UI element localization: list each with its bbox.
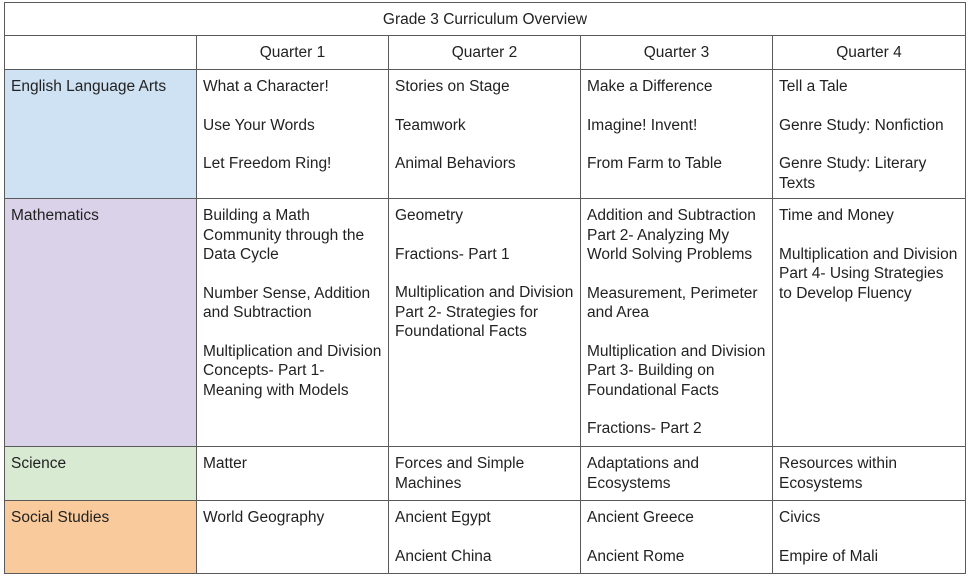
subject-label-social-studies: Social Studies [5,501,197,574]
unit-item: Number Sense, Addition and Subtraction [203,284,371,321]
unit-item: Forces and Simple Machines [395,455,525,492]
unit-item: Ancient Egypt [395,509,491,526]
unit-item: What a Character! [203,78,329,95]
unit-item: Measurement, Perimeter and Area [587,284,758,321]
unit-item: Geometry [395,207,464,224]
social-studies-quarter-3-cell [581,501,773,574]
social-studies-quarter-2-cell [389,501,581,574]
subject-label-science: Science [5,447,197,501]
science-quarter-1-cell [197,447,389,501]
header-quarter-1: Quarter 1 [197,36,389,70]
unit-item: Ancient Rome [587,547,685,565]
math-quarter-3-cell [581,199,773,447]
unit-item: Fractions- Part 2 [587,420,702,437]
unit-item: Teamwork [395,116,466,134]
unit-item: Genre Study: Literary Texts [779,155,927,192]
ela-quarter-1-cell [197,70,389,199]
header-quarter-3: Quarter 3 [581,36,773,70]
curriculum-table [4,2,966,574]
unit-item: Matter [203,455,247,472]
unit-item: Ancient Greece [587,509,694,526]
unit-item: Multiplication and Division Concepts- Part 1- Meaning with Models [203,342,382,399]
ela-quarter-4-cell [773,70,966,199]
unit-item: Use Your Words [203,116,315,134]
unit-item: Building a Math Community through the Data Cycle [203,207,365,263]
header-row [5,36,966,70]
unit-item: Imagine! Invent! [587,116,698,134]
unit-item: Make a Difference [587,78,713,95]
math-quarter-2-cell [389,199,581,447]
social-studies-quarter-1-cell [197,501,389,574]
title-row [5,3,966,36]
unit-item: Empire of Mali [779,547,879,565]
ela-quarter-3-cell [581,70,773,199]
unit-item: Multiplication and Division Part 3- Building on Foundational Facts [587,342,766,399]
unit-item: From Farm to Table [587,155,722,172]
science-quarter-3-cell [581,447,773,501]
table-title: Grade 3 Curriculum Overview [5,3,966,36]
subject-label-math: Mathematics [5,199,197,447]
unit-item: Time and Money [779,207,894,224]
unit-item: Ancient China [395,547,492,565]
header-quarter-2: Quarter 2 [389,36,581,70]
subject-row-ela [5,70,966,199]
unit-item: Resources within Ecosystems [779,455,898,492]
subject-label-ela: English Language Arts [5,70,197,199]
header-quarter-4: Quarter 4 [773,36,966,70]
unit-item: Multiplication and Division Part 2- Strategies for Foundational Facts [395,284,574,340]
unit-item: Animal Behaviors [395,155,516,172]
science-quarter-4-cell [773,447,966,501]
unit-item: Multiplication and Division Part 4- Using Strategies to Develop Fluency [779,245,958,302]
math-quarter-4-cell [773,199,966,447]
unit-item: Stories on Stage [395,78,510,95]
ela-quarter-2-cell [389,70,581,199]
unit-item: Tell a Tale [779,78,848,95]
science-quarter-2-cell [389,447,581,501]
unit-item: World Geography [203,509,325,526]
subject-row-math [5,199,966,447]
unit-item: Fractions- Part 1 [395,245,510,263]
social-studies-quarter-4-cell [773,501,966,574]
unit-item: Addition and Subtraction Part 2- Analyzing My World Solving Problems [587,207,756,263]
math-quarter-1-cell [197,199,389,447]
unit-item: Genre Study: Nonfiction [779,116,944,134]
header-empty-cell [5,36,197,70]
subject-row-social-studies [5,501,966,574]
unit-item: Civics [779,509,821,526]
unit-item: Let Freedom Ring! [203,155,332,172]
subject-row-science [5,447,966,501]
unit-item: Adaptations and Ecosystems [587,455,700,492]
